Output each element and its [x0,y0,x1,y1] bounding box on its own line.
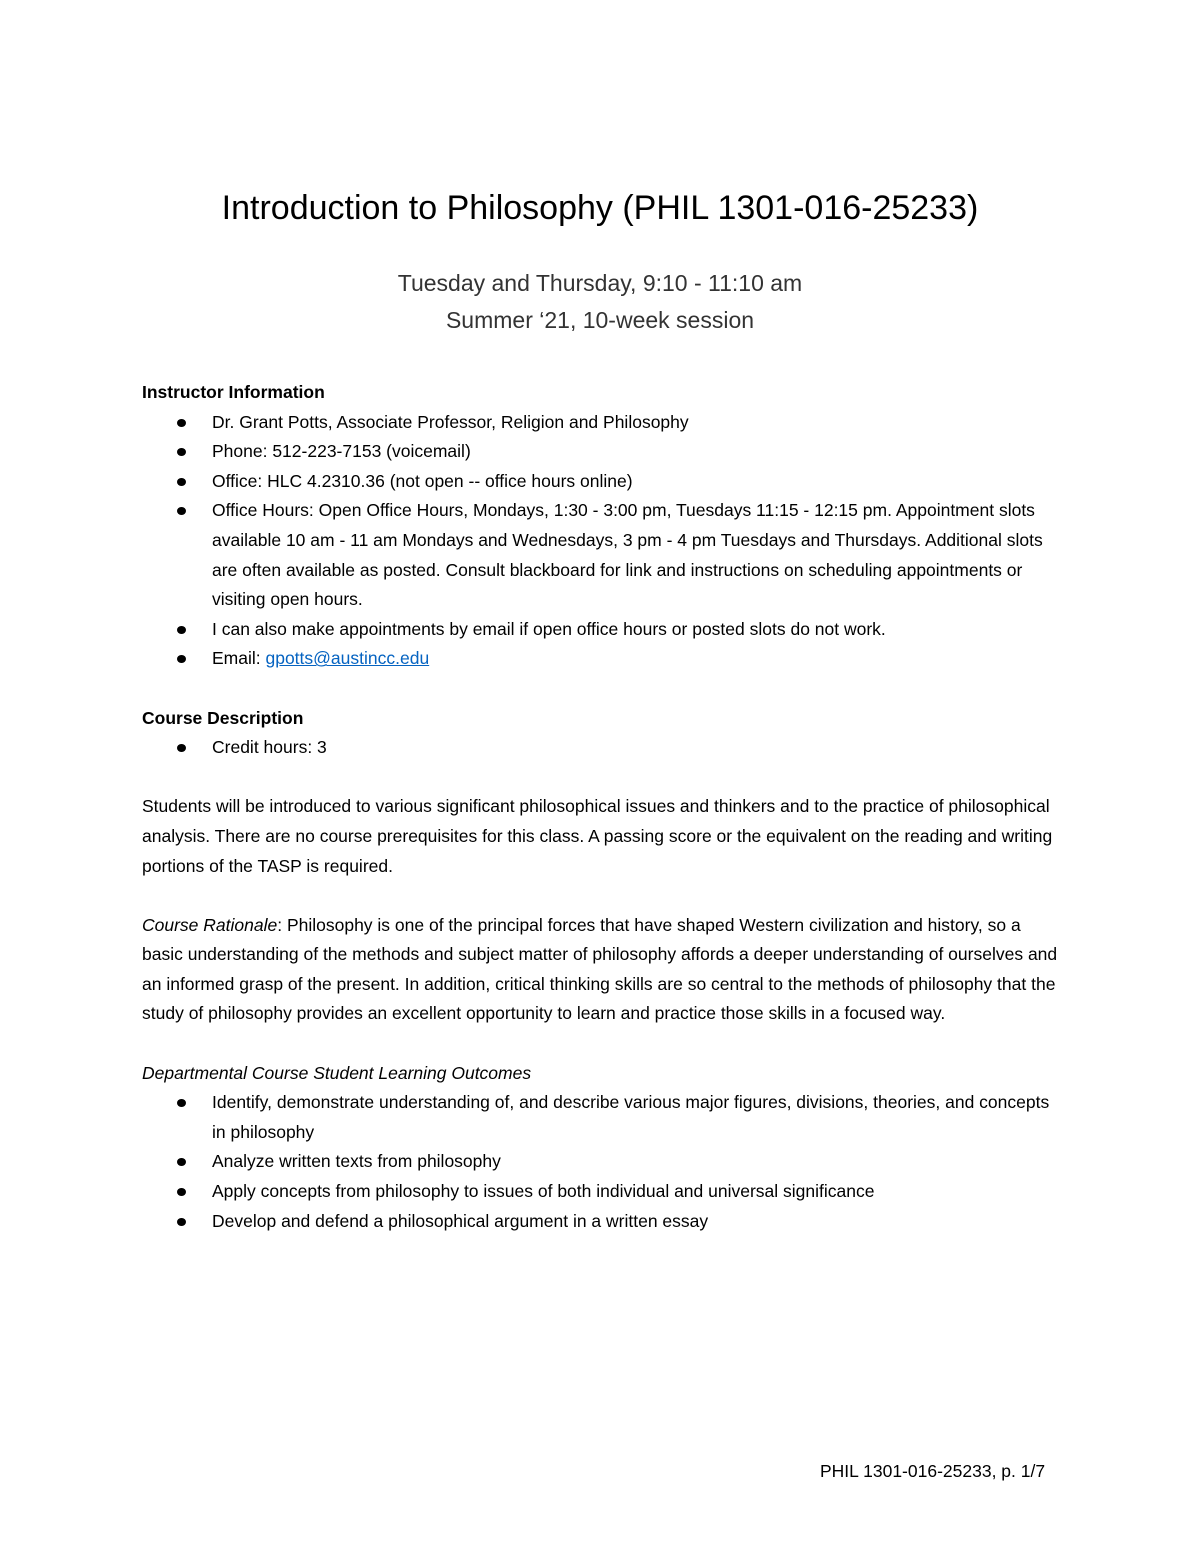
list-item [142,644,1062,674]
list-item [142,437,1062,467]
list-item [142,408,1062,438]
session-subtitle: Summer ‘21, 10-week session [445,307,755,333]
bullet-icon [177,1188,186,1196]
course-description-paragraph: Students will be introduced to various significant philosophical issues and thinkers and to the practice of philosophical analysis. There are no course prerequisites for this class. A passing score or the equivalent on the reading and writing portions of the TASP is required. [142,796,1053,876]
list-item [142,467,1062,497]
list-item [142,615,1062,645]
instructor-office-hours: Office Hours: Open Office Hours, Mondays, 1:30 - 3:00 pm, Tuesdays 11:15 - 12:15 pm. Appointment slots available 10 am - 11 am Mondays and Wednesdays, 3 pm - 4 pm Tuesdays and Thursdays. Additional slots are often available as posted. Consult blackboard for link and instructions on scheduling appointments or visiting open hours. [212,500,1043,610]
instructor-appointments: I can also make appointments by email if open office hours or posted slots do not work. [212,618,886,639]
course-description-list [142,733,1062,763]
list-item [142,496,1062,614]
bullet-icon [177,507,186,515]
bullet-icon [177,655,186,663]
instructor-name: Dr. Grant Potts, Associate Professor, Religion and Philosophy [212,411,689,432]
course-description-heading: Course Description [142,707,304,728]
list-item [142,1088,1062,1147]
page-footer: PHIL 1301-016-25233, p. 1/7 [820,1461,1046,1481]
bullet-icon [177,1218,186,1226]
page-title: Introduction to Philosophy (PHIL 1301-016-25233) [221,189,979,227]
bullet-icon [177,1158,186,1166]
outcomes-list [142,1088,1062,1236]
outcome-text: Develop and defend a philosophical argument in a written essay [212,1210,709,1231]
course-rationale-paragraph [142,911,1062,1029]
bullet-icon [177,626,186,634]
bullet-icon [177,1099,186,1107]
email-link[interactable]: gpotts@austincc.edu [265,648,430,669]
bullet-icon [177,744,186,752]
bullet-icon [177,448,186,456]
course-rationale-text: : Philosophy is one of the principal forces that have shaped Western civilization and history, so a basic understanding of the methods and subject matter of philosophy affords a deeper understanding of ourselves and an informed grasp of the present. In addition, critical thinking skills are so central to the methods of philosophy that the study of philosophy provides an excellent opportunity to learn and practice those skills in a focused way. [142,914,1058,1024]
instructor-phone: Phone: 512-223-7153 (voicemail) [212,441,471,462]
outcomes-heading: Departmental Course Student Learning Outcomes [142,1062,532,1083]
outcome-text: Analyze written texts from philosophy [212,1151,501,1172]
bullet-icon [177,478,186,486]
list-item [142,1207,1062,1237]
list-item [142,1147,1062,1177]
list-item [142,1177,1062,1207]
outcome-text: Apply concepts from philosophy to issues of both individual and universal significance [212,1181,875,1202]
schedule-subtitle: Tuesday and Thursday, 9:10 - 11:10 am [397,270,803,296]
list-item [142,733,1062,763]
document-body [142,378,1062,1236]
outcome-text: Identify, demonstrate understanding of, and describe various major figures, divisions, theories, and concepts in philosophy [212,1092,1050,1142]
instructor-office: Office: HLC 4.2310.36 (not open -- office hours online) [212,470,633,491]
instructor-list [142,408,1062,674]
credit-hours: Credit hours: 3 [212,737,327,758]
course-rationale-label: Course Rationale [142,914,278,935]
email-label: Email: [212,648,266,669]
instructor-heading: Instructor Information [142,382,325,402]
bullet-icon [177,419,186,427]
